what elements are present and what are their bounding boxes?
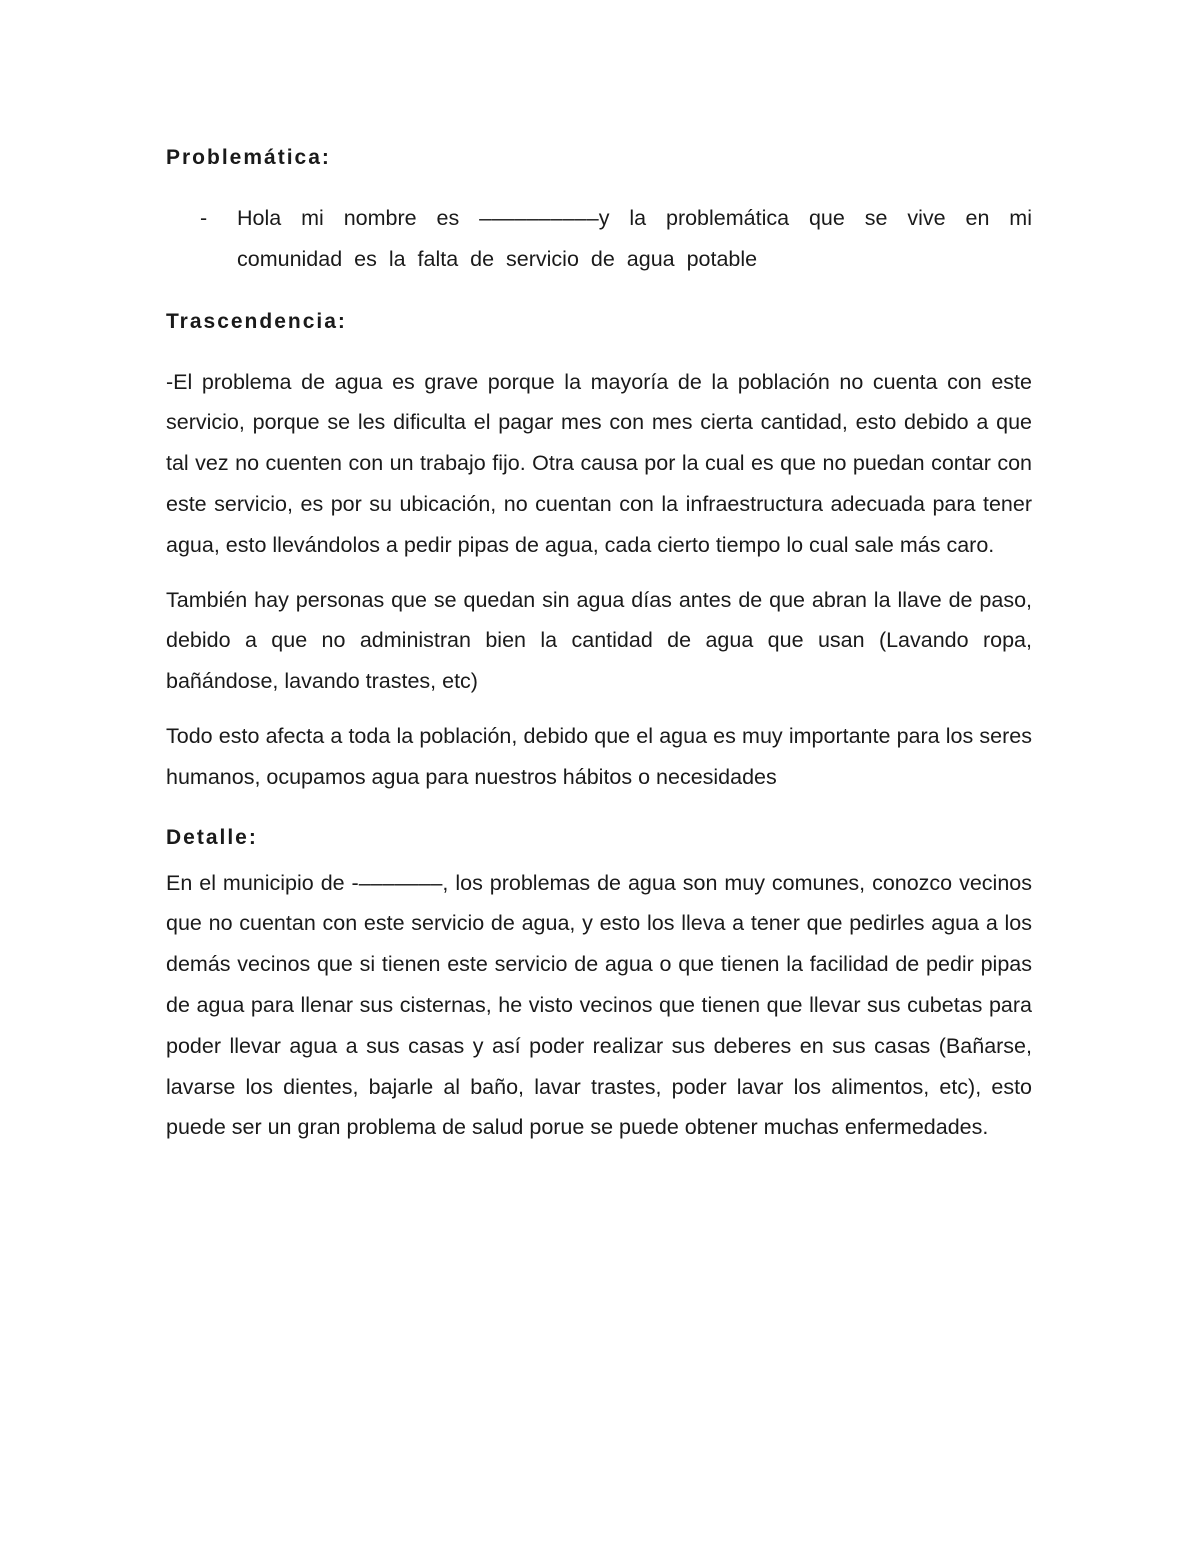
bullet-dash: - [200,206,208,230]
paragraph-trascendencia-1: -El problema de agua es grave porque la mayoría de la población no cuenta con este servicio, porque se les dificulta el pagar mes con mes cierta cantidad, esto debido a que tal vez no cuenten con un trabajo fijo. Otra causa por la cual es que no puedan contar con este servicio, es por su ubicación, no cuentan con la infraestructura adecuada para tener agua, esto llevándolos a pedir pipas de agua, cada cierto tiempo lo cual sale más caro. [166,369,1032,557]
paragraph-trascendencia-2: También hay personas que se quedan sin agua días antes de que abran la llave de paso, debido a que no administran bien la cantidad de agua que usan (Lavando ropa, bañándose, lavando trastes, etc) [166,587,1032,694]
heading-detalle: Detalle: [166,825,258,849]
heading-trascendencia: Trascendencia: [166,309,347,333]
document-page [166,138,1032,1148]
paragraph-detalle: En el municipio de -–––––––, los problemas de agua son muy comunes, conozco vecinos que no cuentan con este servicio de agua, y esto los lleva a tener que pedirles agua a los demás vecinos que si tienen este servicio de agua o que tienen la facilidad de pedir pipas de agua para llenar sus cisternas, he visto vecinos que tienen que llevar sus cubetas para poder llevar agua a sus casas y así poder realizar sus deberes en sus casas (Bañarse, lavarse los dientes, bajarle al baño, lavar trastes, poder lavar los alimentos, etc), esto puede ser un gran problema de salud porue se puede obtener muchas enfermedades. [166,870,1032,1140]
paragraph-trascendencia-3: Todo esto afecta a toda la población, debido que el agua es muy importante para los seres humanos, ocupamos agua para nuestros hábitos o necesidades [166,723,1032,789]
bullet-item [166,198,1032,280]
bullet-text: Hola mi nombre es ––––––––––y la problemática que se vive en mi comunidad es la falta de servicio de agua potable [237,206,1032,271]
heading-problematica: Problemática: [166,146,331,169]
